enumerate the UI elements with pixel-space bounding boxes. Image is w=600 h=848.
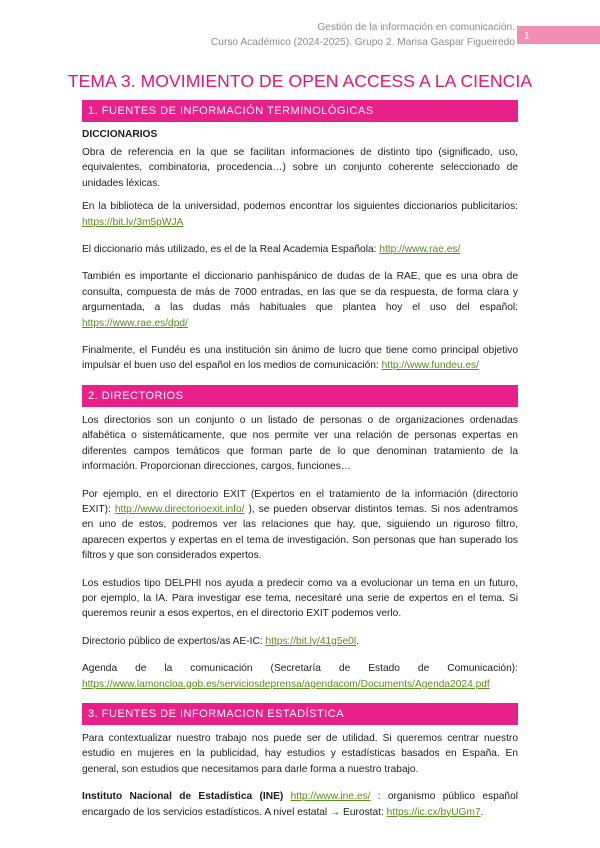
paragraph: Por ejemplo, en el directorio EXIT (Expertos en el tratamiento de la información (directorio EXIT): http://www.directorioexit.info/ ), se pueden observar distintos temas. Si nos adentramos en uno de estos, podremos ver las relaciones que hay, que, siguiendo un riguroso filtro, aparecen expertos y expertas en el tema de investigación. Son personas que han superado los filtros y que son considerados expertos. [82,488,518,562]
link-agenda-comunicacion[interactable]: https://www.lamoncloa.gob.es/serviciosdeprensa/agendacom/Documents/Agenda2024.pdf [82,678,490,690]
subheading-diccionarios: DICCIONARIOS [82,129,158,140]
link-ine[interactable]: http://www.ine.es/ [290,791,371,803]
link-dpd[interactable]: https://www.rae.es/dpd/ [82,317,188,329]
link-directorio-exit[interactable]: http://www.directorioexit.info/ [114,503,245,515]
page-title: TEMA 3. MOVIMIENTO DE OPEN ACCESS A LA CIENCIA [67,71,533,91]
link-rae[interactable]: http://www.rae.es/ [379,244,461,256]
section-3-heading: 3. FUENTES DE INFORMACION ESTADÍSTICA [82,703,518,725]
paragraph: Finalmente, el Fundéu es una institución sin ánimo de lucro que tiene como principal objetivo impulsar el buen uso del español en los medios de comunicación: http://www.fundeu.es/ [82,345,518,372]
paragraph: El diccionario más utilizado, es el de la Real Academia Española: http://www.rae.es/ [82,244,461,256]
page-number: 1 [524,31,530,42]
document-body [82,100,518,820]
link-ae-ic[interactable]: https://bit.ly/41g5e0l [265,635,357,647]
running-header [211,20,515,50]
paragraph: Para contextualizar nuestro trabajo nos puede ser de utilidad. Si queremos centrar nuestro estudio en mujeres en la publicidad, hay estudios y estadísticas basados en España. En general, son estudios que necesitamos para darle forma a nuestro trabajo. [82,732,518,775]
section-2-heading: 2. DIRECTORIOS [82,385,518,407]
paragraph: Directorio público de expertos/as AE-IC: https://bit.ly/41g5e0l. [82,635,359,647]
paragraph: Los estudios tipo DELPHI nos ayuda a predecir como va a evolucionar un tema en un futuro, por ejemplo, la IA. Para investigar ese tema, necesitaré una serie de expertos en el tema. Si queremos reunir a esos expertos, en el directorio EXIT podemos verlo. [82,577,518,620]
paragraph: En la biblioteca de la universidad, podemos encontrar los siguientes diccionarios publicitarios: https://bit.ly/3m5pWJA [82,201,518,228]
paragraph: Instituto Nacional de Estadística (INE) http://www.ine.es/ : organismo público español encargado de los servicios estadísticos. A nivel estatal → Eurostat: https://ic.cx/byUGm7. [82,791,518,818]
paragraph: Obra de referencia en la que se facilitan informaciones de distinto tipo (significado, uso, equivalentes, combinatoria, procedencia…) sobre un conjunto coherente seleccionado de unidades léxicas. [82,147,518,189]
section-1-heading: 1. FUENTES DE INFORMACIÓN TERMINOLÓGICAS [82,100,518,122]
paragraph: Agenda de la comunicación (Secretaría de Estado de Comunicación): https://www.lamoncloa.gob.es/serviciosdeprensa/agendacom/Documents/Agenda2024.pdf [82,663,518,690]
paragraph: También es importante el diccionario panhispánico de dudas de la RAE, que es una obra de consulta, compuesta de más de 7000 entradas, en las que se da respuesta, de forma clara y argumentada, a las dudas más habituales que plantea hoy el uso del español: https://www.rae.es/dpd/ [82,271,518,329]
link-fundeu[interactable]: http://www.fundeu.es/ [381,360,479,372]
link-eurostat[interactable]: https://ic.cx/byUGm7 [386,806,481,818]
header-line-1: Gestión de la información en comunicación. [317,22,515,33]
header-line-2: Curso Académico (2024-2025). Grupo 2. Marisa Gaspar Figueiredo [210,37,515,48]
link-diccionarios-biblioteca[interactable]: https://bit.ly/3m5pWJA [82,216,184,228]
paragraph: Los directorios son un conjunto o un listado de personas o de organizaciones ordenadas alfabética o sistemáticamente, que nos permite ver una relación de personas expertas en diferentes campos temáticos que forman parte de lo que denominan tratamiento de la información. Proporcionan direcciones, cargos, funciones… [82,414,518,473]
